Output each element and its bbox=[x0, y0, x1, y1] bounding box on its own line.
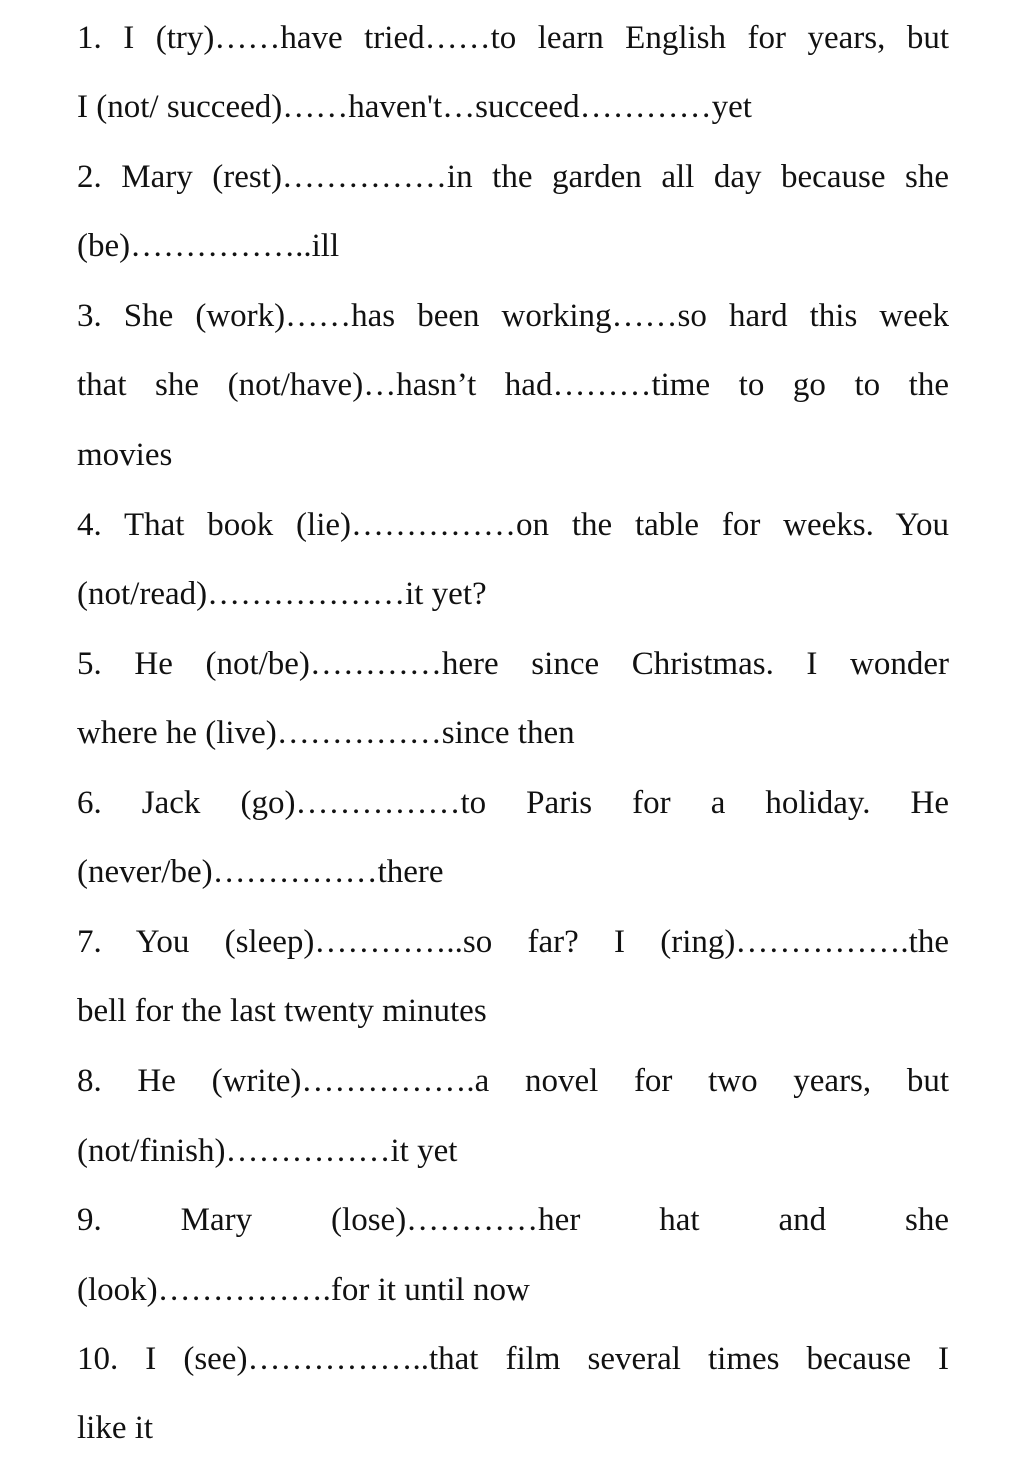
item-8-line-2: (not/finish)……………it yet bbox=[77, 1133, 458, 1169]
item-9-line-1: 9. Mary (lose)…………her hat and she bbox=[77, 1202, 949, 1238]
item-10-line-2: like it bbox=[77, 1410, 154, 1446]
item-9-line-2: (look)…………….for it until now bbox=[77, 1272, 530, 1308]
item-3-line-3: movies bbox=[77, 437, 173, 473]
item-4-line-2: (not/read)………………it yet? bbox=[77, 576, 487, 612]
item-3-line-2: that she (not/have)…hasn’t had………time to go to the bbox=[77, 367, 949, 403]
item-5-line-2: where he (live)……………since then bbox=[77, 715, 575, 751]
item-5-line-1: 5. He (not/be)…………here since Christmas. I wonder bbox=[77, 646, 949, 682]
item-7-line-2: bell for the last twenty minutes bbox=[77, 993, 487, 1029]
item-3-line-1: 3. She (work)……has been working……so hard this week bbox=[77, 298, 949, 334]
item-4-line-1: 4. That book (lie)……………on the table for weeks. You bbox=[77, 507, 949, 543]
item-1-line-1: 1. I (try)……have tried……to learn English for years, but bbox=[77, 20, 949, 56]
item-6-line-1: 6. Jack (go)……………to Paris for a holiday. He bbox=[77, 785, 949, 821]
item-6-line-2: (never/be)……………there bbox=[77, 854, 444, 890]
item-1-line-2: I (not/ succeed)……haven't…succeed…………yet bbox=[77, 89, 752, 125]
item-8-line-1: 8. He (write)…………….a novel for two years, but bbox=[77, 1063, 949, 1099]
item-2-line-1: 2. Mary (rest)……………in the garden all day because she bbox=[77, 159, 949, 195]
item-2-line-2: (be)……………..ill bbox=[77, 228, 340, 264]
item-10-line-1: 10. I (see)……………..that film several times because I bbox=[77, 1341, 949, 1377]
item-7-line-1: 7. You (sleep)…………..so far? I (ring)…………….the bbox=[77, 924, 949, 960]
